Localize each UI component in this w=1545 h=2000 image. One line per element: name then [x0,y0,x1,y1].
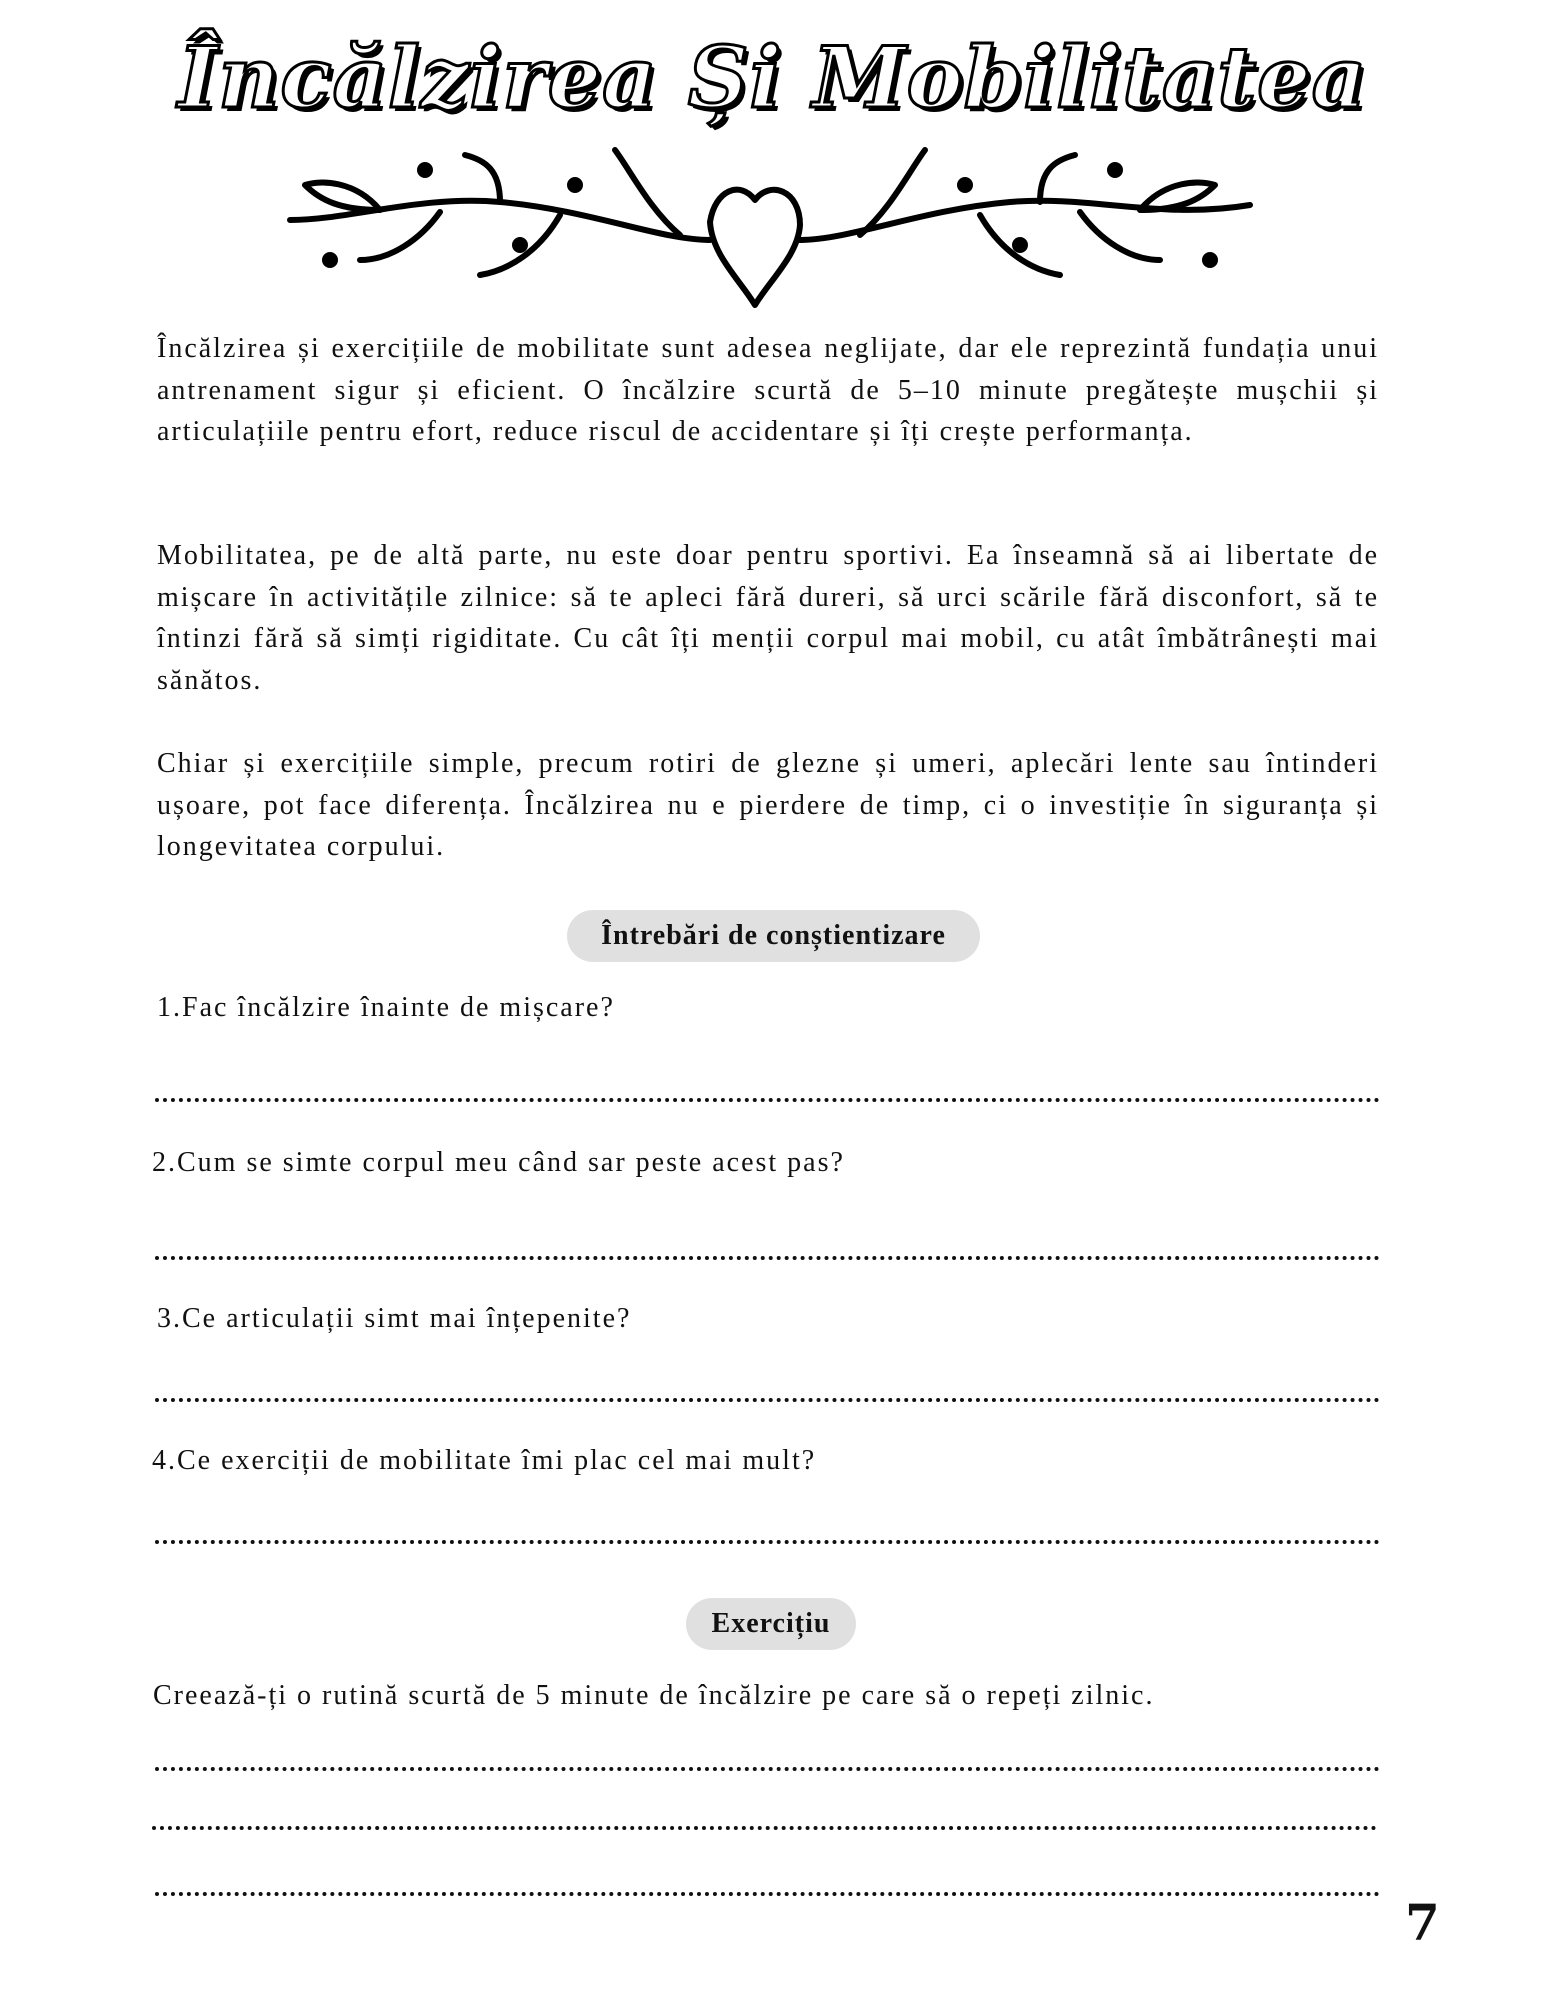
exercise-line-1[interactable] [155,1767,1380,1771]
answer-line-3[interactable] [155,1398,1380,1402]
intro-paragraph-1: Încălzirea și exercițiile de mobilitate sunt adesea neglijate, dar ele reprezintă fundația unui antrenament sigur și eficient. O încălzire scurtă de 5–10 minute pregătește mușchii și articulațiile pentru efort, reduce riscul de accidentare și îți crește performanța. [157,333,1379,447]
answer-line-2[interactable] [155,1256,1380,1260]
questions-heading: Întrebări de conștientizare [567,910,980,962]
answer-line-4[interactable] [155,1540,1380,1544]
exercise-instruction: Creează-ți o rutină scurtă de 5 minute de încălzire pe care să o repeți zilnic. [153,1680,1155,1711]
answer-line-1[interactable] [155,1098,1380,1102]
question-2: 2.Cum se simte corpul meu când sar peste acest pas? [152,1147,845,1178]
page-title: Încălzirea Și Mobilitatea [177,28,1368,127]
page-number: 7 [1405,1893,1440,1952]
exercise-heading: Exercițiu [686,1598,856,1650]
heart-vine-divider-icon [260,140,1290,310]
exercise-line-3[interactable] [155,1892,1380,1896]
question-4: 4.Ce exerciții de mobilitate îmi plac cel mai mult? [152,1445,817,1476]
intro-paragraph-2: Mobilitatea, pe de altă parte, nu este doar pentru sportivi. Ea înseamnă să ai libertate de mișcare în activitățile zilnice: să te apleci fără dureri, să urci scările fără disconfort, să te întinzi fără să simți rigiditate. Cu cât îți menții corpul mai mobil, cu atât îmbătrânești mai sănătos. [157,540,1379,696]
exercise-line-2[interactable] [152,1826,1377,1830]
intro-paragraph-3: Chiar și exercițiile simple, precum rotiri de glezne și umeri, aplecări lente sau întinderi ușoare, pot face diferența. Încălzirea nu e pierdere de timp, ci o investiție în siguranța și longevitatea corpului. [157,748,1379,862]
question-3: 3.Ce articulații simt mai înțepenite? [157,1303,632,1334]
question-1: 1.Fac încălzire înainte de mișcare? [157,992,615,1023]
